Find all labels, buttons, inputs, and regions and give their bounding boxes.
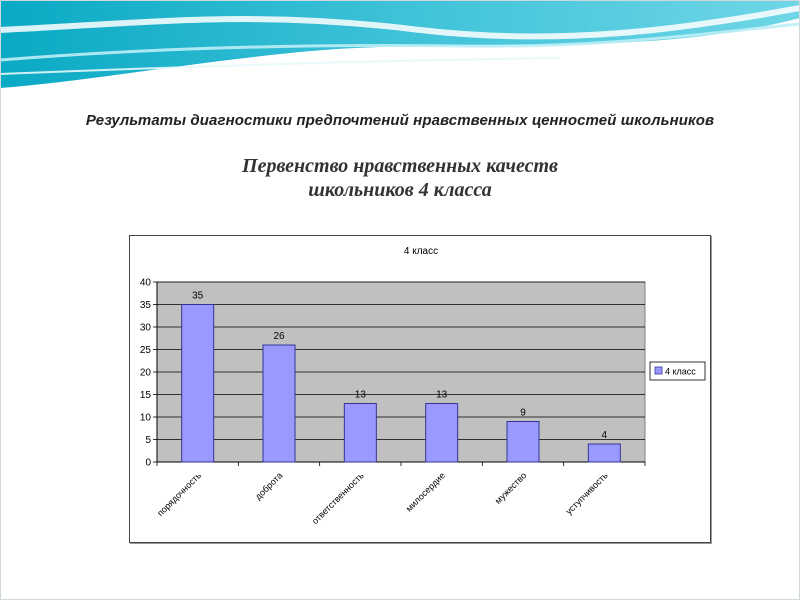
subheading-line-1: Первенство нравственных качеств (242, 155, 558, 177)
legend-swatch (655, 367, 662, 374)
slide-heading: Результаты диагностики предпочтений нравственных ценностей школьников (85, 112, 715, 129)
y-tick-label: 20 (139, 367, 151, 379)
bar-chart (130, 236, 710, 542)
category-label: порядочность (155, 470, 204, 519)
category-label: уступчивость (563, 470, 610, 517)
data-label: 9 (520, 407, 526, 419)
category-label: ответственность (309, 470, 366, 527)
y-tick-label: 40 (139, 277, 151, 289)
header-wave-decoration (0, 0, 800, 90)
data-label: 4 (601, 430, 608, 441)
category-label: мужество (492, 470, 529, 506)
bar-уступчивость (588, 444, 620, 462)
bar-мужество (507, 422, 539, 463)
y-tick-label: 15 (139, 390, 151, 401)
y-tick-label: 30 (139, 322, 151, 334)
bar-милосердие (426, 404, 458, 463)
chart-title: 4 класс (403, 246, 439, 257)
data-label: 13 (436, 389, 448, 401)
chart-container (129, 235, 711, 543)
y-tick-label: 0 (145, 457, 151, 469)
data-label: 26 (273, 331, 285, 342)
data-label: 13 (354, 389, 366, 401)
legend-label: 4 класс (665, 366, 696, 377)
y-tick-label: 35 (139, 300, 151, 311)
data-label: 35 (192, 290, 204, 302)
y-tick-label: 10 (139, 412, 151, 424)
bar-доброта (263, 345, 295, 462)
category-label: милосердие (403, 470, 448, 514)
y-tick-label: 25 (139, 345, 151, 356)
category-label: доброта (253, 470, 285, 502)
bar-ответственность (344, 404, 376, 463)
bar-порядочность (182, 305, 214, 463)
y-tick-label: 5 (145, 435, 151, 446)
slide-subheading (0, 154, 800, 202)
subheading-line-2: школьников 4 класса (308, 179, 492, 201)
